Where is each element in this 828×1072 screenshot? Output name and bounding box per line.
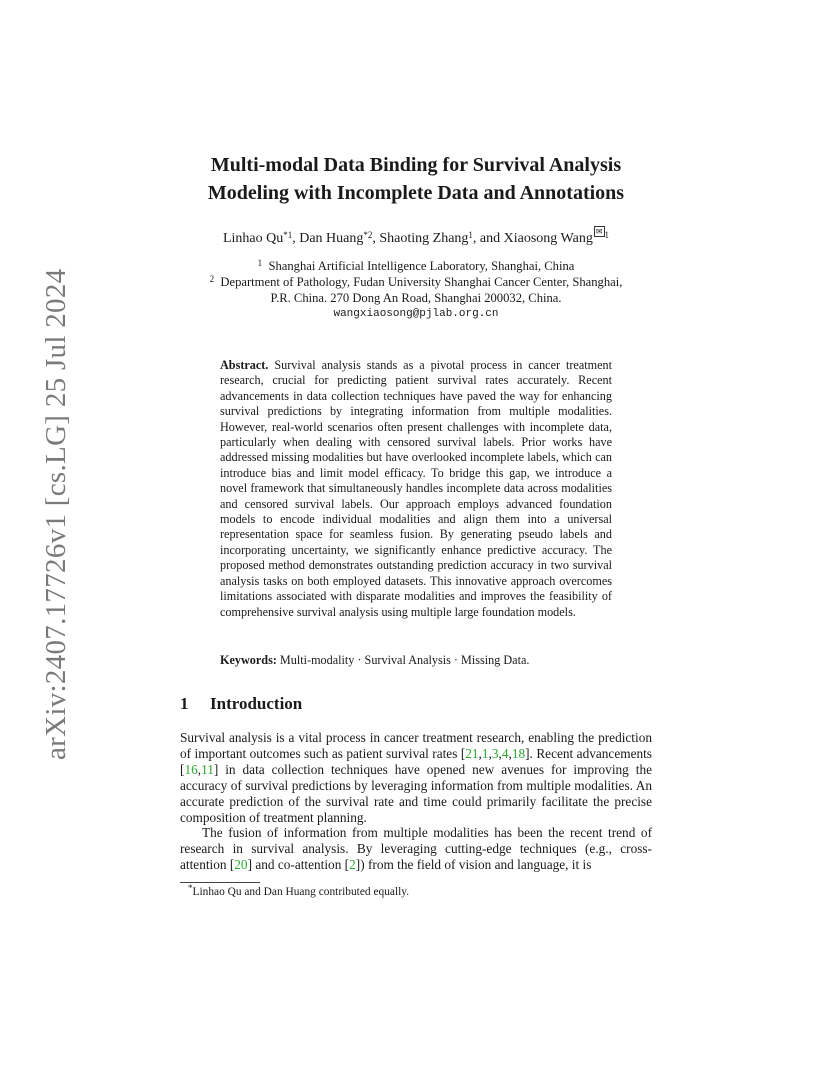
affiliation-2-cont: P.R. China. 270 Dong An Road, Shanghai 200032, China. bbox=[270, 291, 562, 305]
author-affil-mark: 1 bbox=[604, 230, 610, 240]
body-text: ]. Recent advancements [ bbox=[180, 745, 652, 777]
affiliation-2 bbox=[180, 274, 652, 290]
citation-link[interactable]: 11 bbox=[201, 761, 214, 777]
body-text: , bbox=[498, 745, 502, 761]
introduction-body bbox=[180, 730, 652, 873]
author-affil-mark: *2 bbox=[363, 230, 373, 240]
body-text: The fusion of information from multiple modalities has been the recent trend of research in survival analysis. By leveraging cutting-edge techniques (e.g., cross-attention [ bbox=[180, 825, 652, 873]
author-name: Dan Huang bbox=[299, 231, 364, 246]
affiliations bbox=[180, 258, 652, 322]
intro-paragraph-2 bbox=[180, 825, 652, 873]
body-text: , bbox=[197, 761, 202, 777]
paper-title bbox=[180, 151, 652, 207]
corresponding-author-mark bbox=[593, 227, 610, 240]
section-number: 1 bbox=[180, 694, 189, 713]
affiliation-1 bbox=[180, 258, 652, 274]
author-name: Linhao Qu bbox=[222, 231, 284, 246]
section-title: Introduction bbox=[210, 694, 303, 713]
section-heading bbox=[180, 694, 302, 714]
author-separator: , and bbox=[472, 231, 504, 246]
citation-link[interactable]: 16 bbox=[184, 761, 198, 777]
keywords bbox=[220, 653, 612, 668]
affiliation-text: Shanghai Artificial Intelligence Laboratory, Shanghai, China bbox=[268, 259, 575, 273]
author-separator: , bbox=[372, 231, 380, 246]
footnote-mark: * bbox=[188, 883, 193, 893]
citation-link[interactable]: 18 bbox=[511, 745, 526, 761]
author-list bbox=[180, 228, 652, 247]
abstract-text: Survival analysis stands as a pivotal process in cancer treatment research, crucial for predicting patient survival rates accurately. Recent advancements in data collection techniques have paved the way for enhancing survival predictions by integrating information from multiple modalities. However, real-world scenarios often present challenges with incomplete data, particularly when dealing with censored survival labels. Prior works have addressed missing modalities but have overlooked incomplete labels, which can introduce bias and limit model efficacy. To bridge this gap, we introduce a novel framework that simultaneously handles incomplete data across modalities and censored survival labels. Our approach employs advanced foundation models to encode individual modalities and align them into a universal representation space for seamless fusion. By generating pseudo labels and incorporating uncertainty, we significantly enhance predictive accuracy. The proposed method demonstrates outstanding prediction accuracy in two survival analysis tasks on both employed datasets. This innovative approach overcomes limitations associated with disparate modalities and improves the feasibility of comprehensive survival analysis using multiple large foundation models. bbox=[220, 358, 612, 619]
body-text: ] in data collection techniques have opened new avenues for improving the accuracy of survival predictions by leveraging information from multiple modalities. An accurate prediction of the survival rate and time could primarily facilitate the precise composition of treatment planning. bbox=[180, 761, 652, 825]
footnote bbox=[188, 883, 410, 898]
intro-paragraph-1 bbox=[180, 730, 652, 825]
body-text: Survival analysis is a vital process in cancer treatment research, enabling the prediction of important outcomes such as patient survival rates [ bbox=[180, 730, 652, 761]
footnote-text: Linhao Qu and Dan Huang contributed equally. bbox=[192, 886, 410, 898]
contact-email[interactable]: wangxiaosong@pjlab.org.cn bbox=[333, 308, 499, 320]
citation-link[interactable]: 21 bbox=[465, 745, 479, 761]
citation-link[interactable]: 1 bbox=[481, 745, 489, 761]
abstract bbox=[220, 358, 612, 620]
citation-link[interactable]: 3 bbox=[491, 745, 499, 761]
arxiv-identifier: arXiv:2407.17726v1 [cs.LG] 25 Jul 2024 bbox=[40, 268, 72, 760]
keywords-label: Keywords: bbox=[220, 653, 277, 667]
author-affil-mark: 1 bbox=[468, 230, 473, 240]
body-text: , bbox=[478, 745, 482, 761]
citation-link[interactable]: 2 bbox=[349, 857, 356, 873]
affiliation-mark: 2 bbox=[209, 274, 215, 284]
body-text: ]) from the field of vision and language, it is bbox=[355, 857, 592, 873]
body-text: , bbox=[488, 745, 492, 761]
author-separator: , bbox=[292, 231, 300, 246]
affiliation-mark: 1 bbox=[257, 258, 263, 268]
affiliation-text: Department of Pathology, Fudan University Shanghai Cancer Center, Shanghai, bbox=[220, 275, 623, 289]
author-name: Xiaosong Wang bbox=[503, 231, 593, 246]
citation-link[interactable]: 4 bbox=[501, 745, 509, 761]
envelope-icon: ✉ bbox=[595, 227, 603, 236]
title-line-2: Modeling with Incomplete Data and Annotations bbox=[207, 182, 625, 204]
citation-link[interactable]: 20 bbox=[234, 857, 248, 873]
body-text: ] and co-attention [ bbox=[247, 857, 350, 873]
title-line-1: Multi-modal Data Binding for Survival Analysis bbox=[210, 154, 622, 176]
body-text: , bbox=[508, 745, 512, 761]
author-affil-mark: *1 bbox=[283, 230, 293, 240]
author-name: Shaoting Zhang bbox=[379, 231, 469, 246]
abstract-label: Abstract. bbox=[220, 358, 269, 372]
keywords-text: Multi-modality · Survival Analysis · Missing Data. bbox=[279, 653, 530, 667]
